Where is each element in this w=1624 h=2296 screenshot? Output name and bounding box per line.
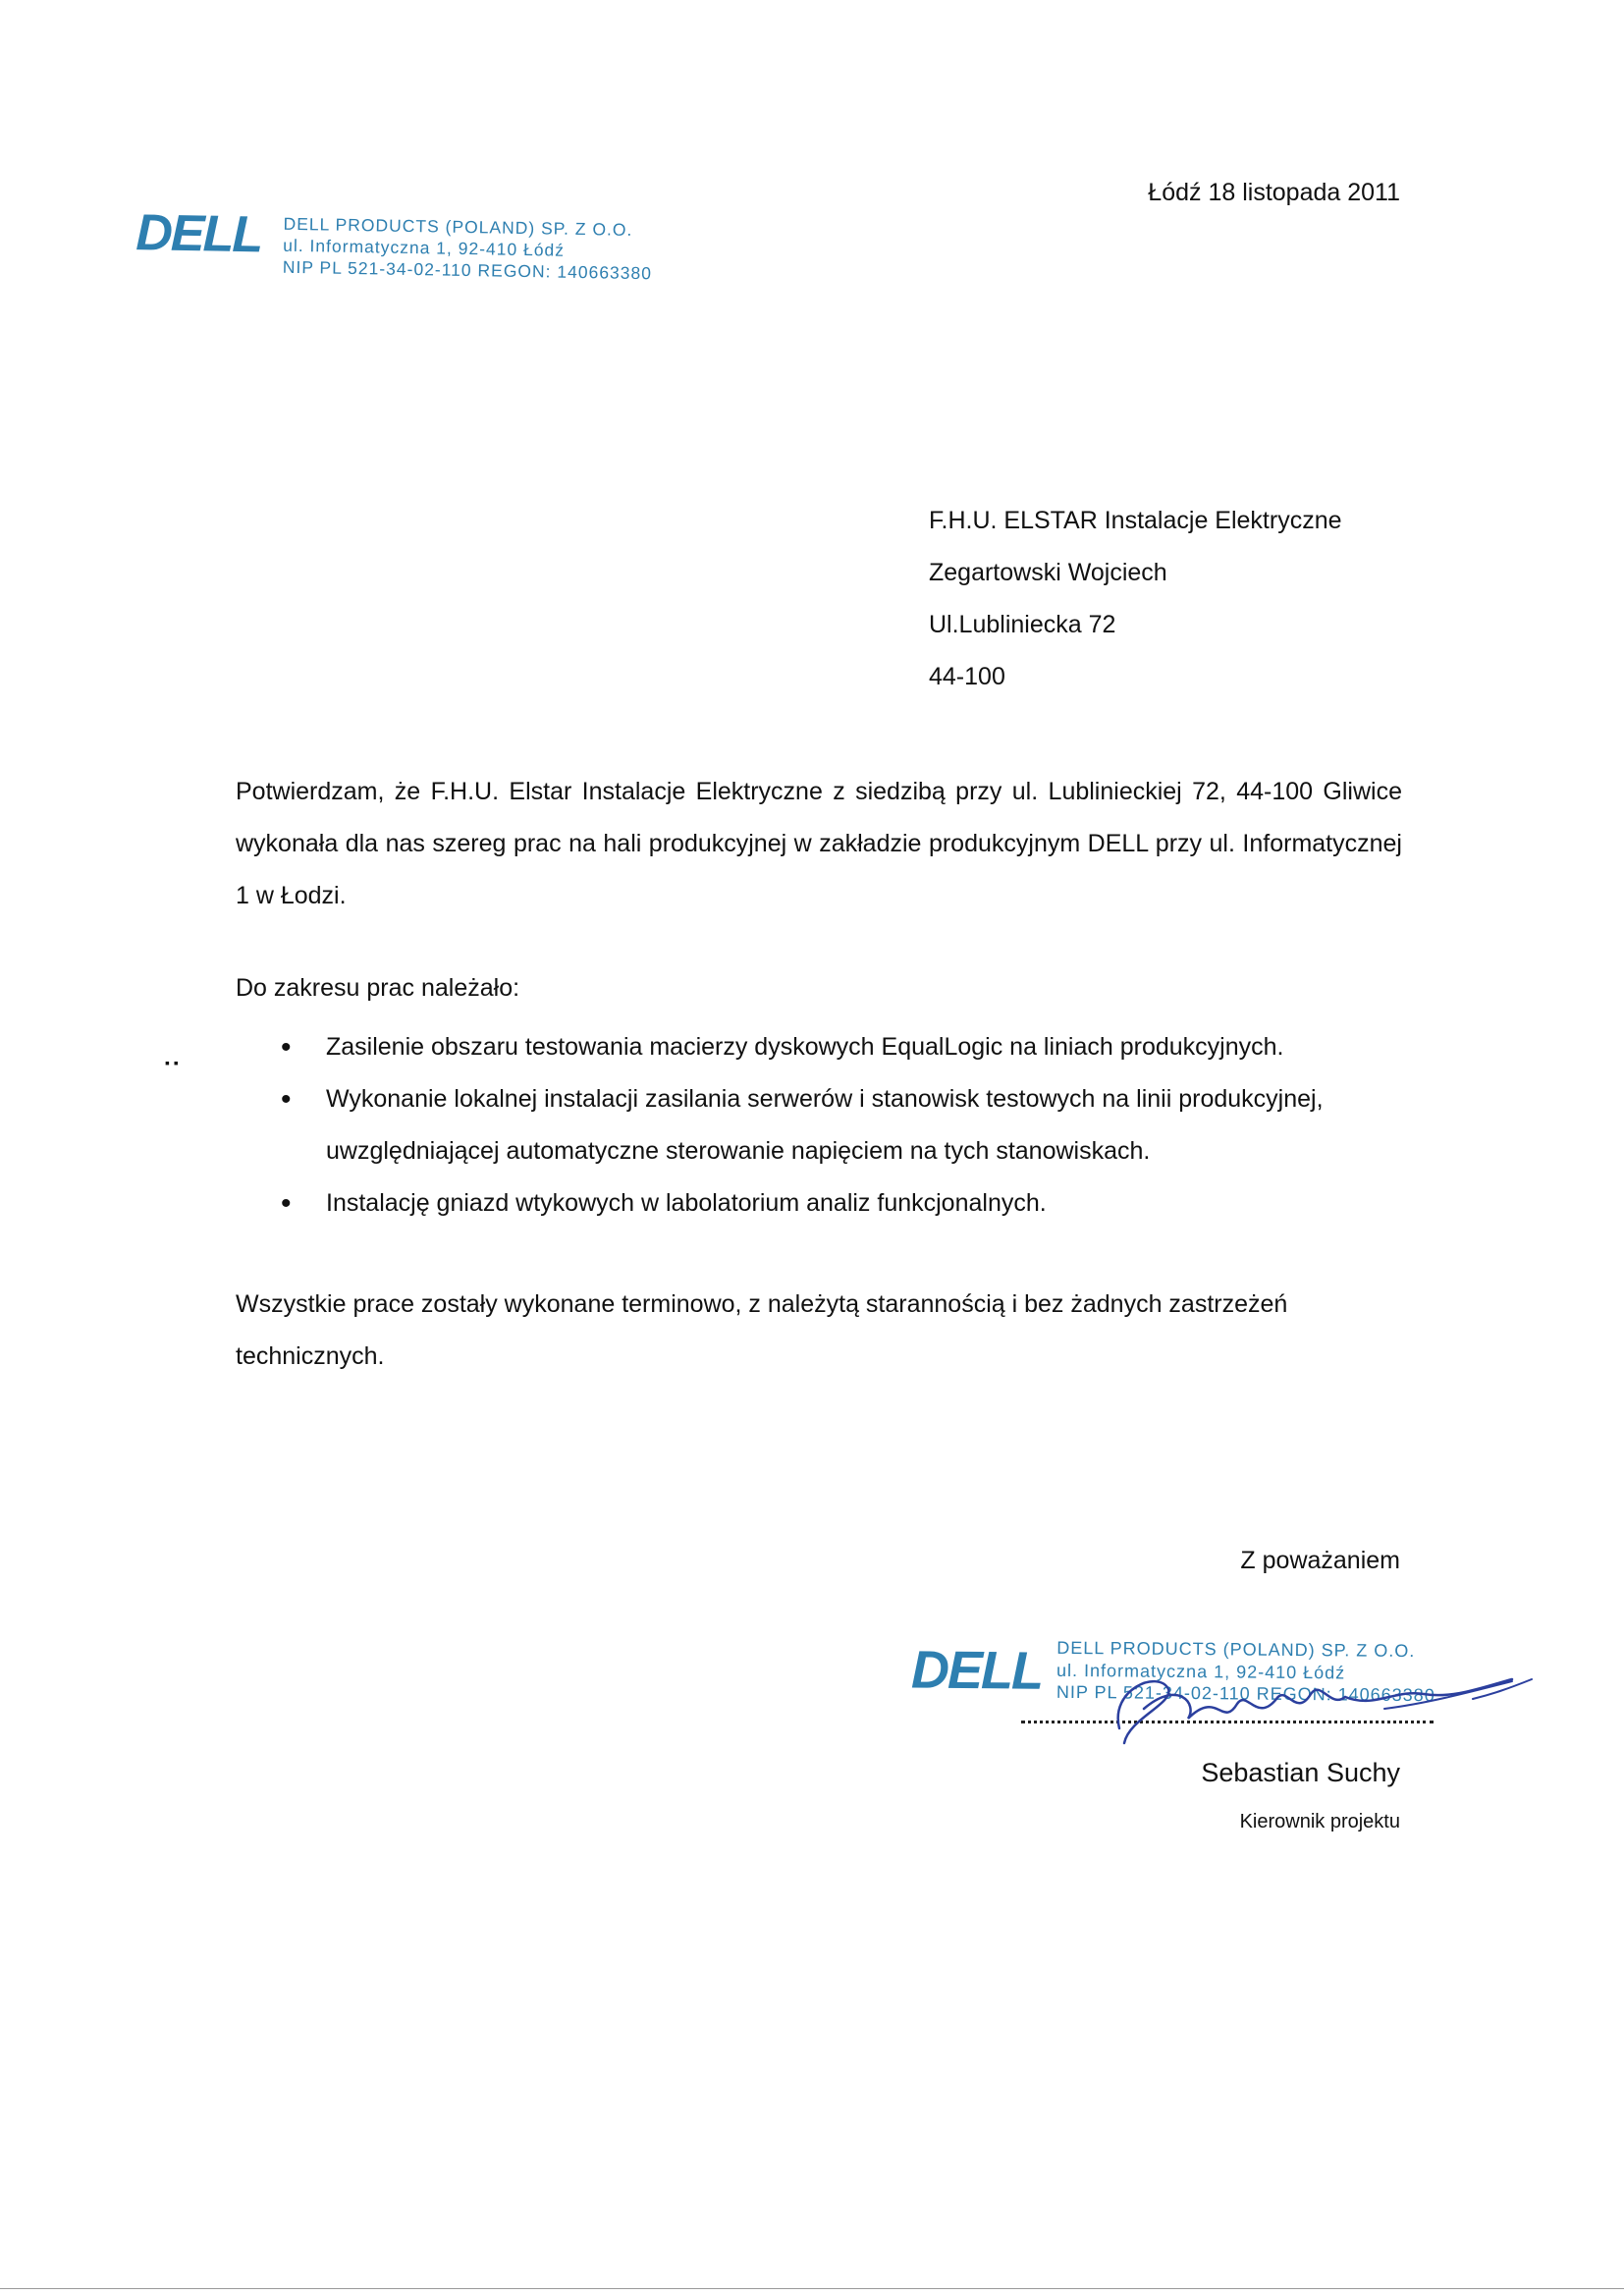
dell-logo: DELL	[910, 1640, 1043, 1701]
company-stamp-top	[135, 203, 686, 311]
dell-logo: DELL	[135, 204, 262, 264]
stamp-tax-ids: NIP PL 521-34-02-110 REGON: 140663380	[1056, 1681, 1435, 1706]
stamp-street: ul. Informatyczna 1, 92-410 Łódź	[1056, 1660, 1346, 1682]
recipient-address	[929, 507, 1342, 715]
scope-list	[277, 1021, 1455, 1230]
date-line: Łódź 18 listopada 2011	[1148, 179, 1400, 206]
scope-intro: Do zakresu prac należało:	[236, 974, 520, 1002]
summary-paragraph: Wszystkie prace zostały wykonane terminowo, z należytą starannością i bez żadnych zastrzeżeń technicznych.	[236, 1290, 1288, 1370]
list-item: • Instalację gniazd wtykowych w labolatorium analiz funkcjonalnych.	[277, 1177, 1455, 1230]
recipient-street: Ul.Lubliniecka 72	[929, 611, 1116, 638]
closing-salutation: Z poważaniem	[1240, 1547, 1400, 1574]
page-edge	[0, 2288, 1624, 2289]
stamp-address-lines	[283, 214, 653, 285]
recipient-person: Zegartowski Wojciech	[929, 559, 1167, 586]
recipient-company: F.H.U. ELSTAR Instalacje Elektryczne	[929, 507, 1342, 534]
stamp-tax-ids: NIP PL 521-34-02-110 REGON: 140663380	[282, 256, 653, 284]
margin-mark: ▪ ▪	[165, 1055, 179, 1070]
confirmation-paragraph: Potwierdzam, że F.H.U. Elstar Instalacje Elektryczne z siedzibą przy ul. Lublinieckiej 72, 44-100 Gliwice wykonała dla nas szereg prac na hali produkcyjnej w zakładzie produkcyjnym DELL przy ul. Informatycznej 1 w Łodzi.	[236, 778, 1402, 909]
stamp-company-name: DELL PRODUCTS (POLAND) SP. Z O.O.	[283, 213, 633, 240]
list-item: • Zasilenie obszaru testowania macierzy dyskowych EqualLogic na liniach produkcyjnych.	[277, 1021, 1455, 1073]
signer-name: Sebastian Suchy	[1201, 1758, 1400, 1787]
recipient-postcode: 44-100	[929, 663, 1005, 690]
stamp-company-name: DELL PRODUCTS (POLAND) SP. Z O.O.	[1056, 1637, 1416, 1662]
handwritten-signature	[1051, 1650, 1542, 1758]
stamp-street: ul. Informatyczna 1, 92-410 Łódź	[283, 235, 566, 260]
list-item: • Wykonanie lokalnej instalacji zasilania serwerów i stanowisk testowych na linii produkcyjnej, uwzględniającej automatyczne sterowanie napięciem na tych stanowiskach.	[277, 1073, 1455, 1177]
signer-title: Kierownik projektu	[1239, 1811, 1400, 1832]
